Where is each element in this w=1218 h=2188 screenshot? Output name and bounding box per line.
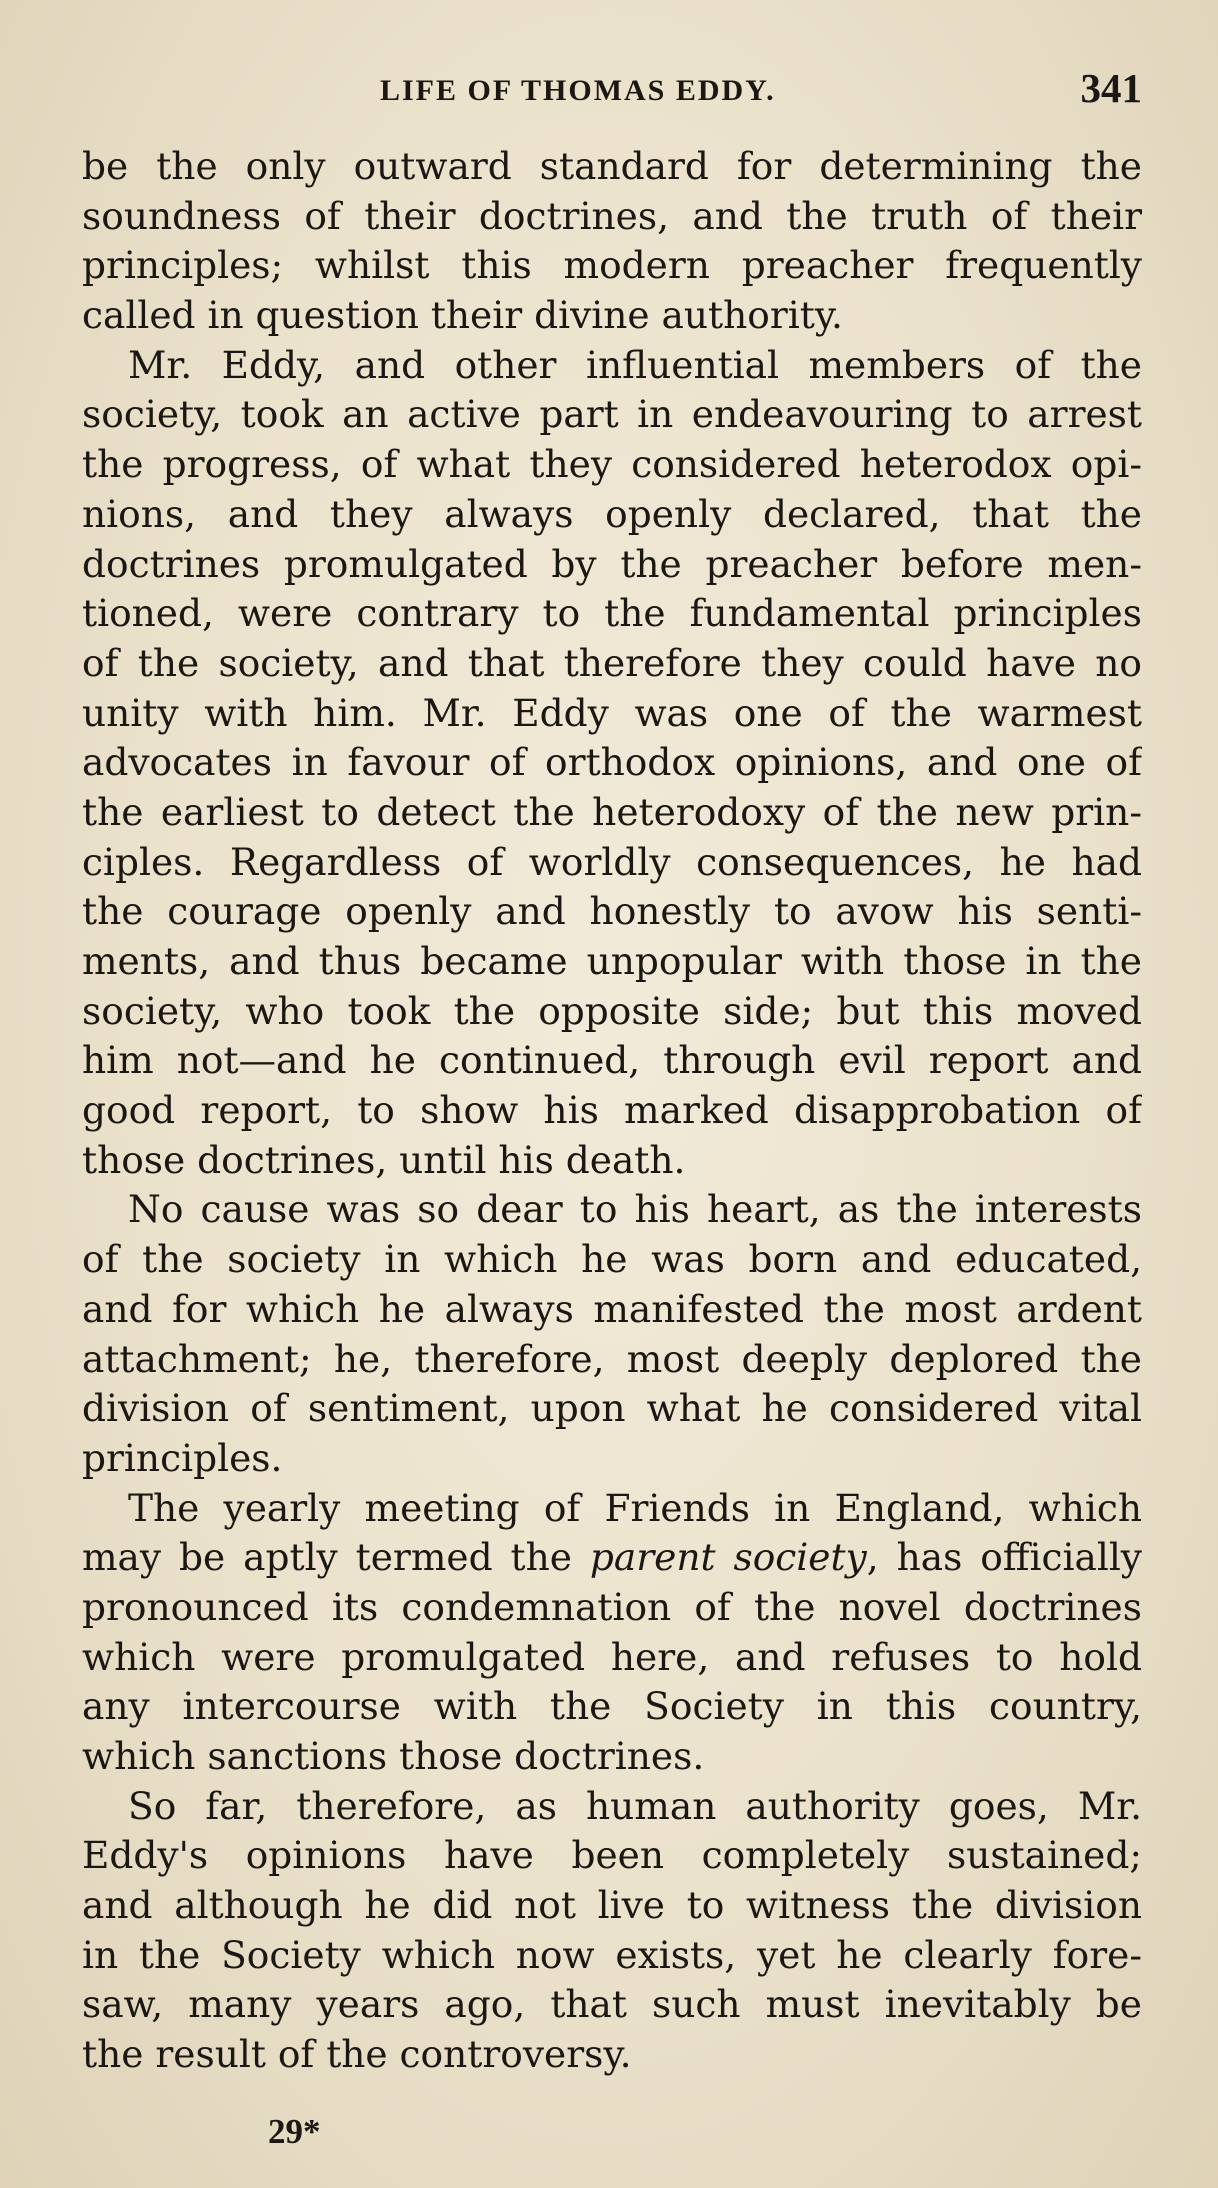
text-line: No cause was so dear to his heart, as the interests bbox=[128, 1187, 1142, 1232]
text-line: advocates in favour of orthodox opinions, and one of bbox=[82, 740, 1142, 785]
text-line: principles; whilst this modern preacher frequently bbox=[82, 243, 1142, 288]
text-line: which were promulgated here, and refuses to hold bbox=[82, 1634, 1142, 1679]
text-line: ciples. Regardless of worldly consequences, he had bbox=[82, 839, 1142, 884]
text-line: society, took an active part in endeavouring to arrest bbox=[82, 392, 1142, 437]
text-line: in the Society which now exists, yet he clearly fore- bbox=[82, 1932, 1142, 1977]
page-number: 341 bbox=[1080, 65, 1142, 111]
text-line: ments, and thus became unpopular with those in the bbox=[82, 939, 1142, 983]
text-line: be the only outward standard for determining the bbox=[82, 144, 1142, 188]
text-line: attachment; he, therefore, most deeply deplored the bbox=[82, 1336, 1142, 1381]
text-line: soundness of their doctrines, and the truth of their bbox=[82, 193, 1142, 238]
running-head: LIFE OF THOMAS EDDY. bbox=[380, 74, 776, 107]
text-line: Eddy's opinions have been completely sustained; bbox=[82, 1833, 1142, 1878]
text-line: the courage openly and honestly to avow his senti- bbox=[82, 889, 1142, 934]
text-line-with-italic bbox=[82, 1533, 1142, 1583]
text-line: So far, therefore, as human authority goes, Mr. bbox=[128, 1783, 1142, 1828]
body-text bbox=[82, 142, 1142, 2080]
text-line: of the society in which he was born and educated, bbox=[82, 1237, 1142, 1282]
text-line: nions, and they always openly declared, that the bbox=[82, 491, 1142, 536]
text-segment: , has officially bbox=[866, 1535, 1142, 1580]
text-line: any intercourse with the Society in this country, bbox=[82, 1684, 1142, 1729]
text-line: and for which he always manifested the most ardent bbox=[82, 1286, 1142, 1331]
text-line: saw, many years ago, that such must inevitably be bbox=[82, 1982, 1142, 2027]
text-line: principles. bbox=[82, 1435, 283, 1480]
text-line: Mr. Eddy, and other influential members of the bbox=[128, 342, 1142, 387]
text-line: called in question their divine authority. bbox=[82, 293, 843, 338]
signature-mark: 29* bbox=[268, 2112, 321, 2151]
text-line: good report, to show his marked disapprobation of bbox=[82, 1088, 1142, 1133]
text-line: the result of the controversy. bbox=[82, 2032, 632, 2077]
text-line: the progress, of what they considered heterodox opi- bbox=[82, 442, 1142, 487]
italic-phrase: parent society bbox=[589, 1535, 867, 1580]
text-line: The yearly meeting of Friends in England, which bbox=[128, 1485, 1142, 1530]
text-line: doctrines promulgated by the preacher before men- bbox=[82, 541, 1142, 586]
text-line: tioned, were contrary to the fundamental principles bbox=[82, 591, 1142, 636]
text-line: and although he did not live to witness the division bbox=[82, 1883, 1142, 1928]
text-line: those doctrines, until his death. bbox=[82, 1137, 686, 1182]
page-header bbox=[82, 62, 1142, 118]
text-segment: may be aptly termed the bbox=[82, 1535, 590, 1580]
text-line: which sanctions those doctrines. bbox=[82, 1734, 705, 1778]
text-line: unity with him. Mr. Eddy was one of the warmest bbox=[82, 690, 1142, 735]
text-line: pronounced its condemnation of the novel doctrines bbox=[82, 1584, 1142, 1629]
text-line: of the society, and that therefore they could have no bbox=[82, 640, 1142, 685]
text-line: society, who took the opposite side; but this moved bbox=[82, 988, 1142, 1033]
text-line: him not—and he continued, through evil report and bbox=[82, 1038, 1142, 1083]
text-line: the earliest to detect the heterodoxy of the new prin- bbox=[82, 789, 1142, 834]
text-line: division of sentiment, upon what he considered vital bbox=[82, 1386, 1142, 1431]
